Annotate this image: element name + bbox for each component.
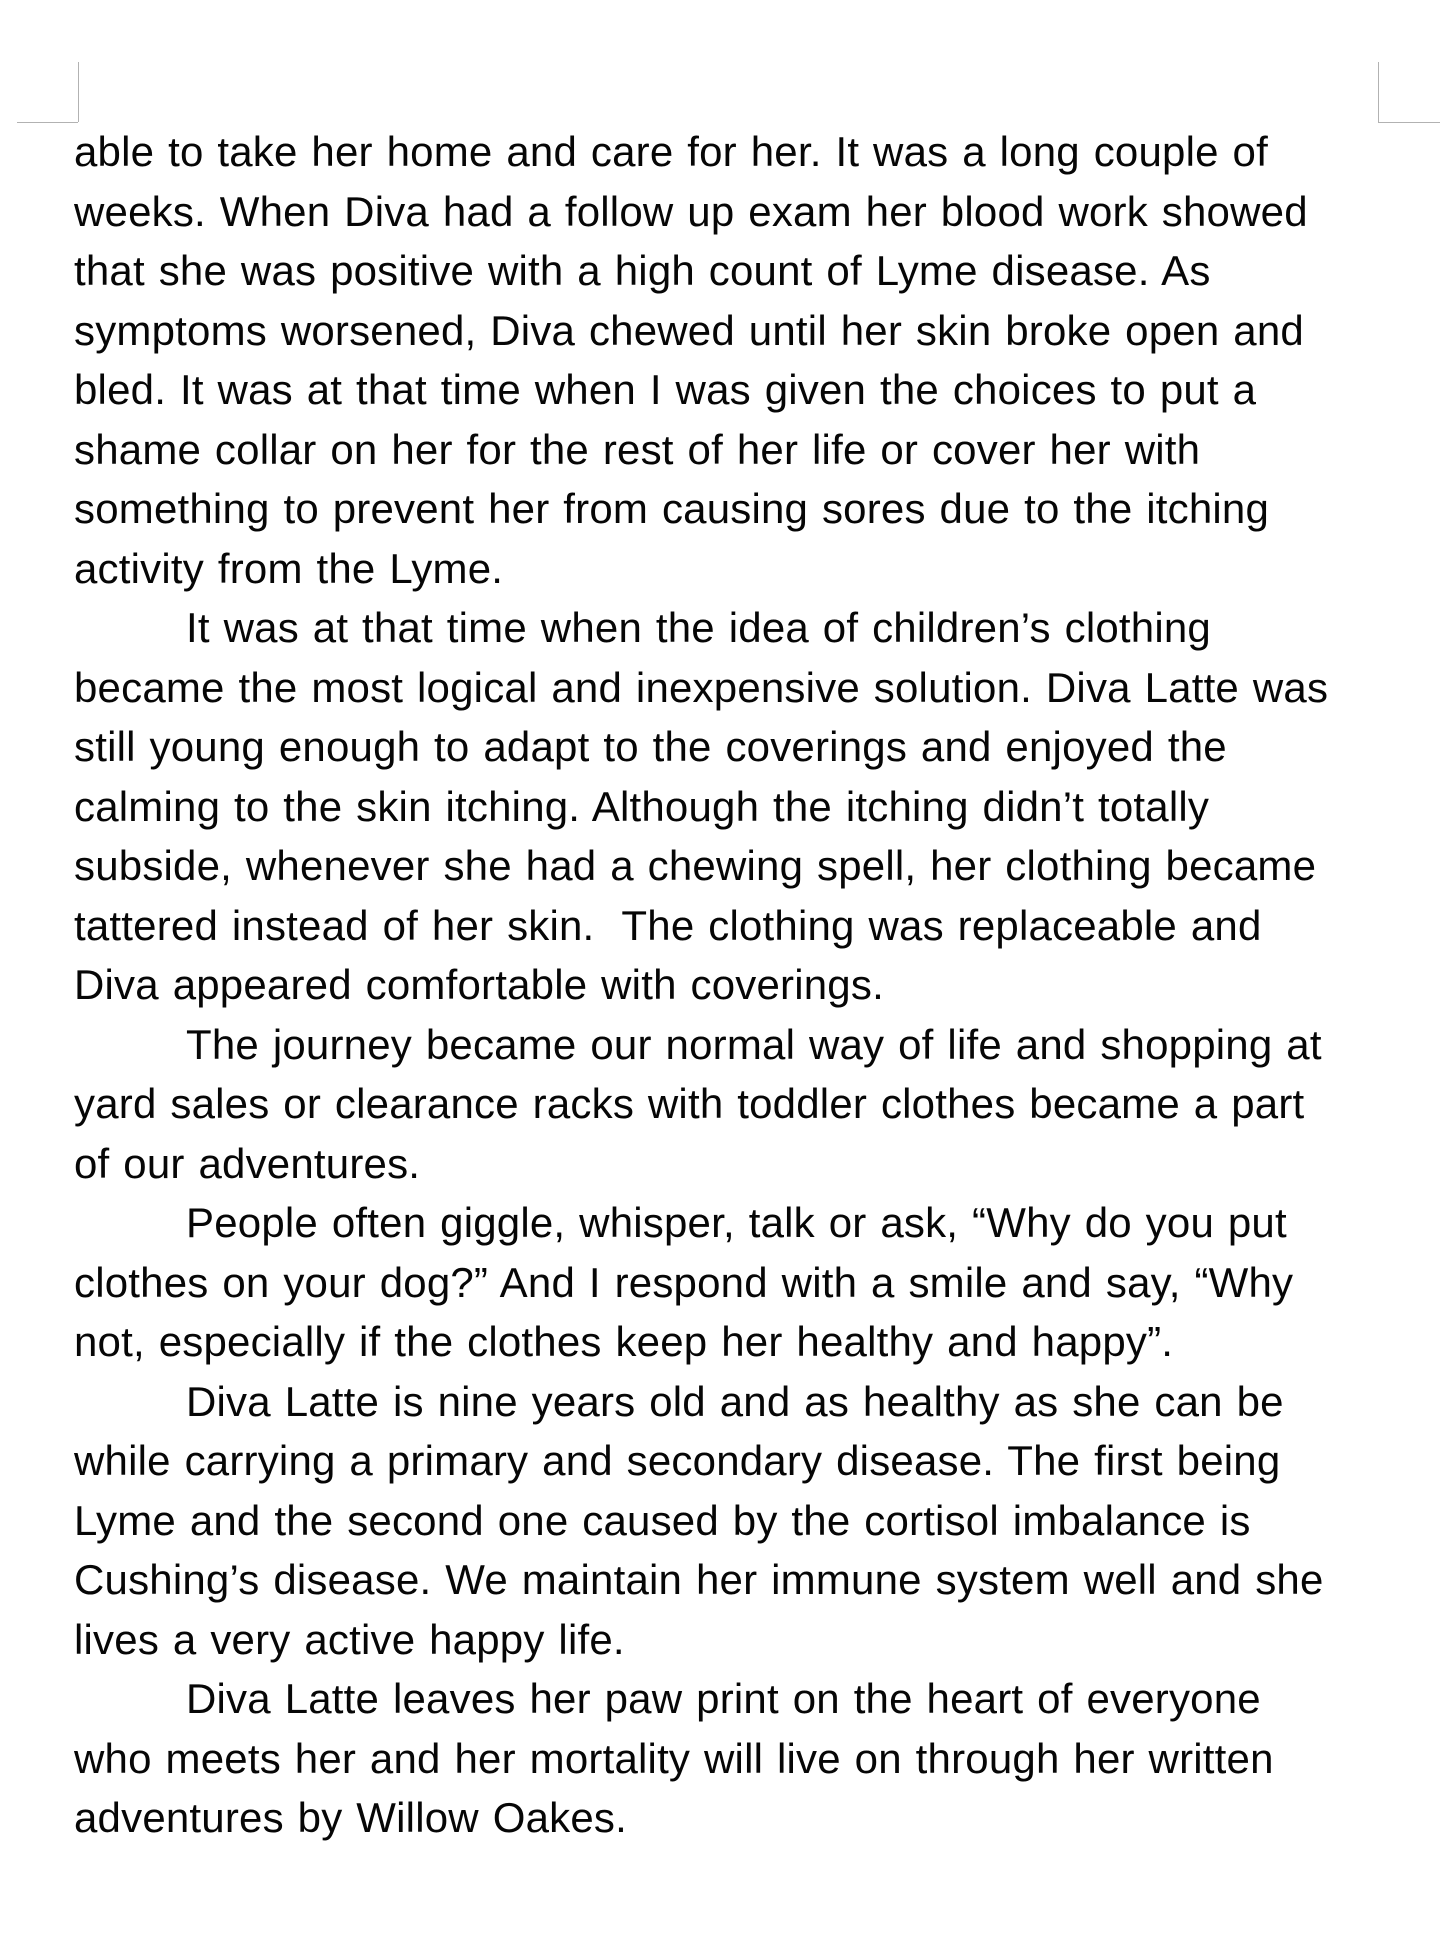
text-line: who meets her and her mortality will live on through her written (74, 1734, 1274, 1782)
text-line: not, especially if the clothes keep her healthy and happy”. (74, 1318, 1174, 1365)
text-line: bled. It was at that time when I was given the choices to put a (74, 366, 1257, 413)
text-line: The journey became our normal way of life and shopping at (186, 1020, 1322, 1068)
paragraph-5 (74, 1372, 1414, 1670)
paragraph-6 (74, 1669, 1414, 1848)
text-line: Diva Latte is nine years old and as healthy as she can be (186, 1377, 1284, 1425)
text-line: became the most logical and inexpensive solution. Diva Latte was (74, 663, 1329, 711)
text-line: of our adventures. (74, 1139, 421, 1187)
text-line: subside, whenever she had a chewing spell, her clothing became (74, 842, 1317, 889)
paragraph-4 (74, 1193, 1414, 1372)
text-line: while carrying a primary and secondary disease. The first being (74, 1437, 1281, 1484)
text-line: adventures by Willow Oakes. (74, 1794, 627, 1841)
text-line: activity from the Lyme. (74, 544, 504, 592)
paragraph-3 (74, 1015, 1414, 1194)
paragraph-2 (74, 598, 1414, 1015)
text-line: that she was positive with a high count of Lyme disease. As (74, 247, 1211, 294)
text-line: calming to the skin itching. Although the itching didn’t totally (74, 782, 1210, 830)
text-line: tattered instead of her skin. The clothing was replaceable and (74, 901, 1262, 949)
text-line: Diva Latte leaves her paw print on the heart of everyone (186, 1675, 1261, 1722)
paragraph-1 (74, 122, 1414, 598)
text-line: lives a very active happy life. (74, 1615, 625, 1663)
text-line: Diva appeared comfortable with coverings. (74, 961, 884, 1008)
text-boundary-mark-top-right-vertical (1378, 62, 1379, 122)
text-line: yard sales or clearance racks with toddler clothes became a part (74, 1080, 1305, 1127)
text-line: shame collar on her for the rest of her life or cover her with (74, 425, 1201, 473)
text-line: Lyme and the second one caused by the cortisol imbalance is (74, 1496, 1251, 1544)
text-line: People often giggle, whisper, talk or ask, “Why do you put (186, 1199, 1287, 1246)
text-line: Cushing’s disease. We maintain her immune system well and she (74, 1556, 1324, 1603)
text-line: something to prevent her from causing sores due to the itching (74, 485, 1270, 532)
text-line: symptoms worsened, Diva chewed until her skin broke open and (74, 306, 1304, 354)
text-boundary-mark-top-left-horizontal (17, 122, 78, 123)
text-line: It was at that time when the idea of children’s clothing (186, 604, 1211, 651)
text-line: able to take her home and care for her. It was a long couple of (74, 128, 1268, 175)
body-text (74, 122, 1414, 1848)
text-line: weeks. When Diva had a follow up exam her blood work showed (74, 187, 1308, 235)
text-line: clothes on your dog?” And I respond with a smile and say, “Why (74, 1258, 1294, 1306)
text-line: still young enough to adapt to the coverings and enjoyed the (74, 723, 1227, 770)
text-boundary-mark-top-left-vertical (78, 62, 79, 122)
